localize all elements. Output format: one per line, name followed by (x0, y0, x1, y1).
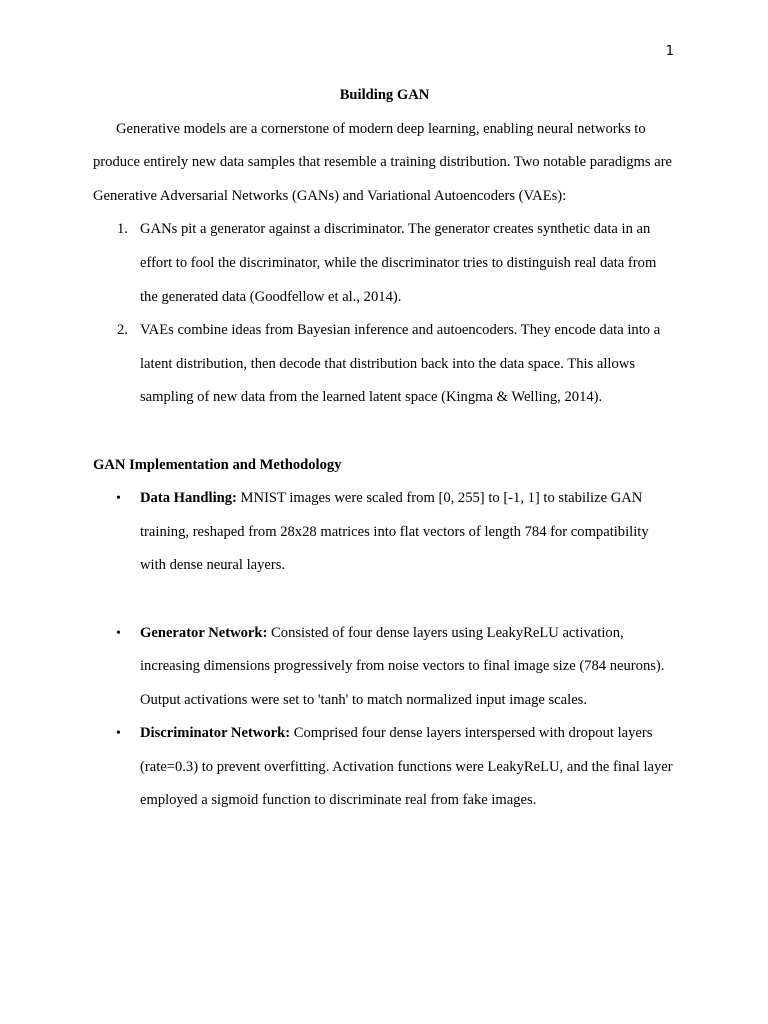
paradigms-list (93, 213, 676, 415)
list-item-text: VAEs combine ideas from Bayesian inference and autoencoders. They encode data into a latent distribution, then decode that distribution back into the data space. This allows sampling of new data from the learned latent space (Kingma & Welling, 2014). (140, 322, 661, 406)
list-number: 1. (117, 221, 128, 238)
list-item (116, 482, 676, 583)
document-body (93, 79, 676, 818)
page-number: 1 (665, 44, 674, 59)
methodology-list (93, 482, 676, 818)
term-description: MNIST images were scaled from [0, 255] to [-1, 1] to stabilize GAN training, reshaped from 28x28 matrices into flat vectors of length 784 for compatibility with dense neural layers. (140, 490, 649, 574)
bullet-icon: • (116, 726, 121, 742)
list-item (117, 213, 676, 314)
bullet-icon: • (116, 491, 121, 507)
term-description: Consisted of four dense layers using LeakyReLU activation, increasing dimensions progressively from noise vectors to final image size (784 neurons). Output activations were set to 'tanh' to match normalized input image scales. (140, 624, 665, 708)
bullet-icon: • (116, 625, 121, 641)
list-item (117, 314, 676, 415)
intro-paragraph: Generative models are a cornerstone of modern deep learning, enabling neural networks to produce entirely new data samples that resemble a training distribution. Two notable paradigms are Generative Adversarial Networks (GANs) and Variational Autoencoders (VAEs): (93, 120, 673, 204)
spacer (140, 583, 676, 617)
list-item-text: GANs pit a generator against a discriminator. The generator creates synthetic data in an effort to fool the discriminator, while the discriminator tries to distinguish real data from the generated data (Goodfellow et al., 2014). (140, 221, 657, 305)
term-description: Comprised four dense layers interspersed with dropout layers (rate=0.3) to prevent overfitting. Activation functions were LeakyReLU, and the final layer employed a sigmoid function to discriminate real from fake images. (140, 725, 673, 809)
term-label: Data Handling: (140, 490, 237, 507)
section-heading: GAN Implementation and Methodology (93, 456, 342, 473)
term-label: Discriminator Network: (140, 725, 291, 742)
document-title: Building GAN (339, 87, 430, 103)
term-label: Generator Network: (140, 624, 268, 641)
list-item (116, 617, 676, 718)
spacer (93, 415, 676, 449)
list-number: 2. (117, 322, 128, 339)
list-item (116, 717, 676, 818)
